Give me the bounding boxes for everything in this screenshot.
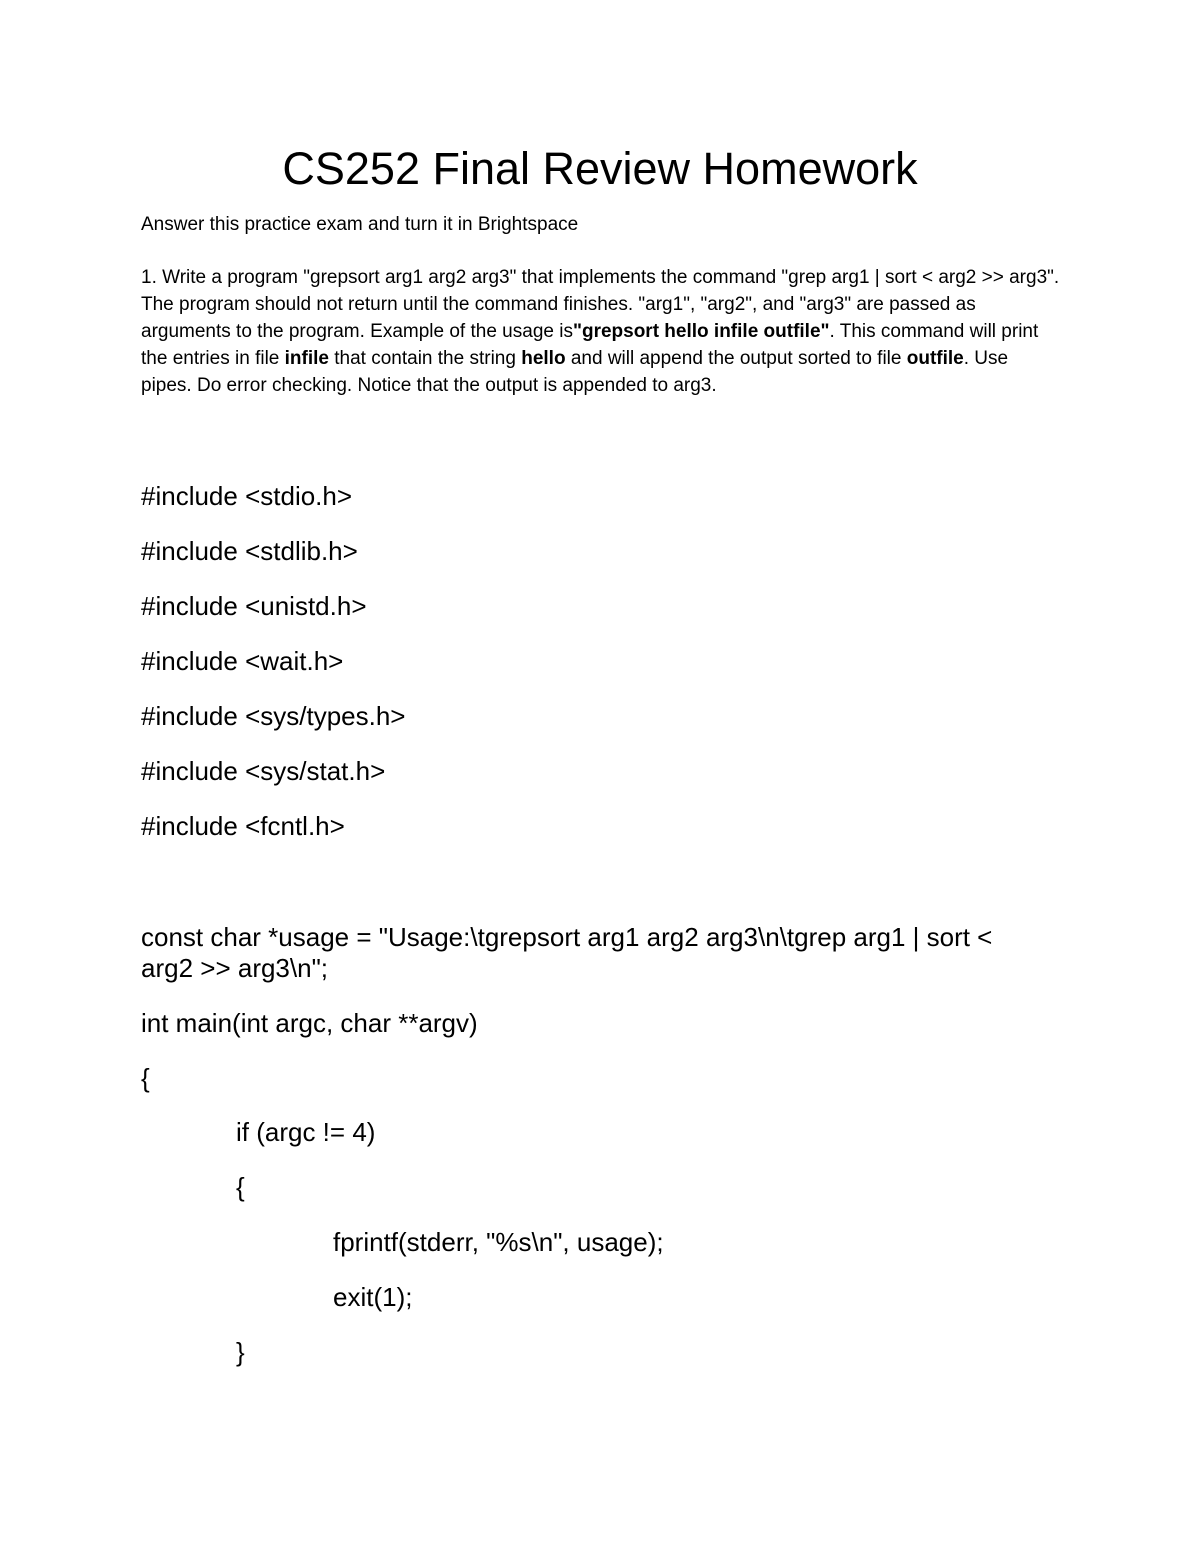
code-include-stdlib: #include <stdlib.h> <box>141 536 358 566</box>
code-include-fcntl: #include <fcntl.h> <box>141 811 345 841</box>
infile-bold: infile <box>284 348 329 369</box>
question-text-part1: 1. Write a program "grepsort arg1 arg2 arg3" that implements the command "grep arg1 | sort < arg2 >> arg3". The program should not return until the command finishes. "arg1", "arg2", and "arg3" are passed as arguments to the program. Example of the usage is <box>141 267 1060 342</box>
code-if-statement: if (argc != 4) <box>236 1117 376 1147</box>
page-title: CS252 Final Review Homework <box>282 143 918 194</box>
outfile-bold: outfile <box>906 348 964 369</box>
question-text-part2: . This command will print the entries in file <box>141 321 1039 369</box>
question-text-part4: and will append the output sorted to file <box>565 348 907 369</box>
code-if-close-brace: } <box>236 1337 245 1367</box>
code-main-signature: int main(int argc, char **argv) <box>141 1008 478 1038</box>
code-include-wait: #include <wait.h> <box>141 646 344 676</box>
question-text-part3: that contain the string <box>328 348 522 369</box>
instruction-text: Answer this practice exam and turn it in Brightspace <box>141 214 579 235</box>
question-1 <box>141 264 1061 399</box>
question-text-part5: . Use pipes. Do error checking. Notice that the output is appended to arg3. <box>141 348 1009 396</box>
code-fprintf-line: fprintf(stderr, "%s\n", usage); <box>333 1227 664 1257</box>
code-include-sys-stat: #include <sys/stat.h> <box>141 756 386 786</box>
hello-bold: hello <box>521 348 566 369</box>
code-usage-declaration: const char *usage = "Usage:\tgrepsort arg1 arg2 arg3\n\tgrep arg1 | sort < arg2 >> arg3\n"; <box>141 922 993 983</box>
example-usage-bold: "grepsort hello infile outfile" <box>572 321 830 342</box>
code-include-unistd: #include <unistd.h> <box>141 591 367 621</box>
code-main-open-brace: { <box>141 1063 150 1093</box>
code-include-stdio: #include <stdio.h> <box>141 481 353 511</box>
code-if-open-brace: { <box>236 1172 245 1202</box>
code-exit-line: exit(1); <box>333 1282 413 1312</box>
code-include-sys-types: #include <sys/types.h> <box>141 701 406 731</box>
